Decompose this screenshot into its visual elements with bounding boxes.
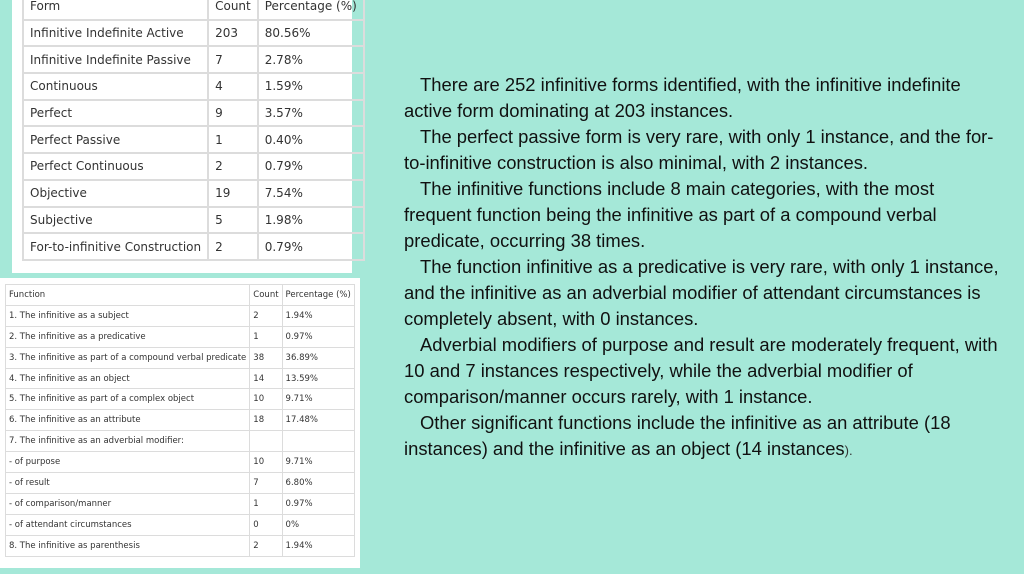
table-row	[23, 100, 364, 127]
summary-paragraph-text: Adverbial modifiers of purpose and result are moderately frequent, with 10 and 7 instances respectively, while the adverbial modifier of comparison/manner occurs rarely, with 1 instance.	[404, 334, 998, 407]
table-row	[6, 410, 355, 431]
table-cell: 0.79%	[258, 233, 364, 260]
summary-paragraph-text: The perfect passive form is very rare, with only 1 instance, and the for-to-infinitive construction is also minimal, with 2 instances.	[404, 126, 994, 173]
table-row	[23, 207, 364, 234]
table-cell: 1.94%	[282, 305, 354, 326]
table-cell: 2	[250, 535, 282, 556]
table-cell: 7.54%	[258, 180, 364, 207]
table-row	[6, 347, 355, 368]
table-cell: 17.48%	[282, 410, 354, 431]
table-row	[23, 73, 364, 100]
table-cell: Perfect Passive	[23, 126, 208, 153]
functions-table-panel	[0, 278, 360, 568]
table-cell: 1	[250, 326, 282, 347]
summary-paragraph	[404, 124, 999, 176]
table-cell: 1	[208, 126, 258, 153]
table-cell: Subjective	[23, 207, 208, 234]
summary-tail: ).	[844, 443, 853, 458]
table-cell: 80.56%	[258, 20, 364, 47]
table-cell: 2	[208, 233, 258, 260]
table-cell: 19	[208, 180, 258, 207]
column-header-function: Function	[6, 285, 250, 306]
table-cell: 7	[250, 473, 282, 494]
table-row	[23, 233, 364, 260]
table-cell: 10	[250, 452, 282, 473]
column-header-count: Count	[250, 285, 282, 306]
summary-paragraph	[404, 254, 999, 332]
table-cell: 9.71%	[282, 452, 354, 473]
table-cell: 6.80%	[282, 473, 354, 494]
table-cell: 7	[208, 46, 258, 73]
table-cell: - of result	[6, 473, 250, 494]
table-cell: 3.57%	[258, 100, 364, 127]
table-cell: 0	[250, 514, 282, 535]
table-cell: 9.71%	[282, 389, 354, 410]
table-cell: 0%	[282, 514, 354, 535]
column-header-percentage: Percentage (%)	[258, 0, 364, 20]
table-cell: - of attendant circumstances	[6, 514, 250, 535]
functions-table	[5, 284, 355, 557]
table-cell: For-to-infinitive Construction	[23, 233, 208, 260]
table-cell: 1	[250, 493, 282, 514]
table-row	[23, 180, 364, 207]
table-cell: - of purpose	[6, 452, 250, 473]
table-cell: 2	[208, 153, 258, 180]
table-cell: 13.59%	[282, 368, 354, 389]
table-cell: 0.40%	[258, 126, 364, 153]
table-header-row	[23, 0, 364, 20]
table-cell: 9	[208, 100, 258, 127]
summary-paragraph-text: The infinitive functions include 8 main categories, with the most frequent function being the infinitive as part of a compound verbal predicate, occurring 38 times.	[404, 178, 937, 251]
forms-table	[22, 0, 365, 261]
table-cell: 1.98%	[258, 207, 364, 234]
table-header-row	[6, 285, 355, 306]
table-row	[6, 535, 355, 556]
table-row	[6, 326, 355, 347]
table-cell: 0.97%	[282, 493, 354, 514]
table-cell: 0.79%	[258, 153, 364, 180]
table-row	[23, 20, 364, 47]
table-cell: 14	[250, 368, 282, 389]
table-cell: 38	[250, 347, 282, 368]
table-cell: 10	[250, 389, 282, 410]
table-row	[6, 305, 355, 326]
summary-paragraph	[404, 176, 999, 254]
table-cell: 5. The infinitive as part of a complex object	[6, 389, 250, 410]
summary-paragraph	[404, 410, 999, 464]
table-cell: 1.94%	[282, 535, 354, 556]
table-row	[6, 473, 355, 494]
table-cell: 2. The infinitive as a predicative	[6, 326, 250, 347]
table-cell: 4	[208, 73, 258, 100]
table-cell: 2.78%	[258, 46, 364, 73]
table-cell: 1. The infinitive as a subject	[6, 305, 250, 326]
table-cell: 18	[250, 410, 282, 431]
table-cell: 7. The infinitive as an adverbial modifier:	[6, 431, 250, 452]
table-cell: 3. The infinitive as part of a compound verbal predicate	[6, 347, 250, 368]
column-header-percentage: Percentage (%)	[282, 285, 354, 306]
table-row	[6, 368, 355, 389]
table-cell: Infinitive Indefinite Active	[23, 20, 208, 47]
column-header-form: Form	[23, 0, 208, 20]
table-cell: Continuous	[23, 73, 208, 100]
table-cell: 0.97%	[282, 326, 354, 347]
column-header-count: Count	[208, 0, 258, 20]
table-row	[6, 493, 355, 514]
table-row	[6, 431, 355, 452]
forms-table-panel	[12, 0, 357, 273]
table-cell: 5	[208, 207, 258, 234]
table-cell: 4. The infinitive as an object	[6, 368, 250, 389]
table-row	[6, 452, 355, 473]
summary-paragraph-text: The function infinitive as a predicative is very rare, with only 1 instance, and the infinitive as an adverbial modifier of attendant circumstances is completely absent, with 0 instances.	[404, 256, 999, 329]
table-cell: Perfect	[23, 100, 208, 127]
table-cell	[250, 431, 282, 452]
table-cell: 36.89%	[282, 347, 354, 368]
table-cell: 1.59%	[258, 73, 364, 100]
table-cell: Infinitive Indefinite Passive	[23, 46, 208, 73]
table-cell: 203	[208, 20, 258, 47]
table-cell: - of comparison/manner	[6, 493, 250, 514]
table-cell: Objective	[23, 180, 208, 207]
table-row	[23, 46, 364, 73]
table-cell	[282, 431, 354, 452]
summary-text	[404, 72, 999, 464]
table-cell: 2	[250, 305, 282, 326]
summary-paragraph-text: Other significant functions include the infinitive as an attribute (18 instances) and the infinitive as an object (14 instances	[404, 412, 951, 459]
summary-paragraph	[404, 332, 999, 410]
table-row	[6, 389, 355, 410]
table-cell: 6. The infinitive as an attribute	[6, 410, 250, 431]
summary-paragraph-text: There are 252 infinitive forms identified, with the infinitive indefinite active form dominating at 203 instances.	[404, 74, 961, 121]
table-row	[23, 153, 364, 180]
table-row	[23, 126, 364, 153]
table-row	[6, 514, 355, 535]
table-cell: 8. The infinitive as parenthesis	[6, 535, 250, 556]
table-cell: Perfect Continuous	[23, 153, 208, 180]
summary-paragraph	[404, 72, 999, 124]
